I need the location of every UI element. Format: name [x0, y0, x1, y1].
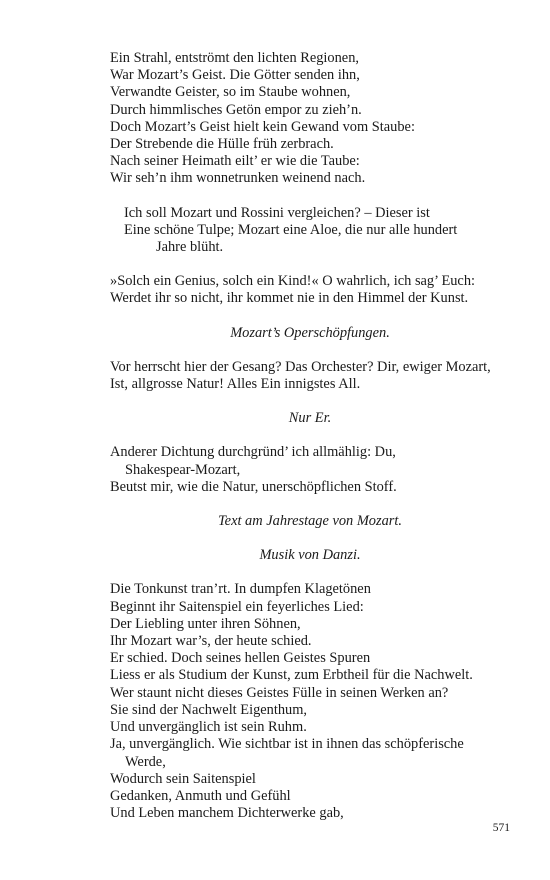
motto-line: Ich soll Mozart und Rossini vergleichen? – Dieser ist — [124, 204, 430, 221]
verse-line: »Solch ein Genius, solch ein Kind!« O wahrlich, ich sag’ Euch: — [110, 273, 476, 290]
verse-line: Und Leben manchem Dichterwerke gab, — [110, 805, 344, 822]
verse-line: Vor herrscht hier der Gesang? Das Orchester? Dir, ewiger Mozart, — [110, 358, 491, 375]
nur-er-distich — [110, 444, 510, 496]
verse-line: Sie sind der Nachwelt Eigenthum, — [110, 701, 308, 718]
verse-line: Und unvergänglich ist sein Ruhm. — [110, 719, 307, 736]
verse-line: Er schied. Doch seines hellen Geistes Spuren — [110, 650, 371, 667]
jahrestage-text — [110, 581, 510, 822]
verse-line: Die Tonkunst tran’rt. In dumpfen Klagetönen — [110, 581, 371, 598]
page-number: 571 — [492, 822, 510, 834]
verse-line: Shakespear-Mozart, — [125, 461, 241, 478]
section-subheading-danzi: Musik von Danzi. — [259, 547, 361, 564]
verse-line: Ein Strahl, entströmt den lichten Regionen, — [110, 50, 359, 66]
verse-line: Ja, unvergänglich. Wie sichtbar ist in ihnen das schöpferische — [110, 736, 464, 753]
section-heading-operschoepfungen: Mozart’s Operschöpfungen. — [230, 324, 390, 341]
verse-line: Ihr Mozart war’s, der heute schied. — [110, 633, 312, 650]
genius-distich — [110, 273, 510, 307]
verse-line: Wodurch sein Saitenspiel — [110, 770, 256, 787]
verse-line: War Mozart’s Geist. Die Götter senden ihn, — [110, 67, 360, 84]
verse-line: Der Liebling unter ihren Söhnen, — [110, 615, 301, 632]
poem-stanza-1 — [110, 50, 510, 188]
page-body — [110, 50, 510, 839]
verse-line: Durch himmlisches Getön empor zu zieh’n. — [110, 101, 362, 118]
verse-line: Der Strebende die Hülle früh zerbrach. — [110, 136, 334, 153]
verse-line: Nach seiner Heimath eilt’ er wie die Taube: — [110, 153, 360, 170]
verse-line: Liess er als Studium der Kunst, zum Erbtheil für die Nachwelt. — [110, 667, 473, 684]
operschoepfungen-distich — [110, 359, 510, 393]
motto-line: Jahre blüht. — [156, 239, 224, 256]
motto-line: Eine schöne Tulpe; Mozart eine Aloe, die nur alle hundert — [124, 221, 458, 238]
verse-line: Werdet ihr so nicht, ihr kommet nie in den Himmel der Kunst. — [110, 290, 469, 307]
verse-line: Anderer Dichtung durchgründ’ ich allmählig: Du, — [110, 444, 396, 461]
verse-line: Ist, allgrosse Natur! Alles Ein innigstes All. — [110, 376, 361, 393]
section-heading-nur-er: Nur Er. — [288, 410, 332, 427]
verse-line: Beutst mir, wie die Natur, unerschöpflichen Stoff. — [110, 478, 397, 495]
motto-quote — [110, 205, 510, 257]
verse-line: Wir seh’n ihm wonnetrunken weinend nach. — [110, 170, 366, 187]
verse-line: Gedanken, Anmuth und Gefühl — [110, 787, 291, 804]
section-heading-jahrestage: Text am Jahrestage von Mozart. — [218, 513, 402, 530]
verse-line: Doch Mozart’s Geist hielt kein Gewand vom Staube: — [110, 118, 415, 135]
verse-line: Wer staunt nicht dieses Geistes Fülle in seinen Werken an? — [110, 684, 449, 701]
verse-line: Beginnt ihr Saitenspiel ein feyerliches Lied: — [110, 598, 364, 615]
verse-line: Werde, — [125, 753, 166, 770]
verse-line: Verwandte Geister, so im Staube wohnen, — [110, 84, 351, 101]
